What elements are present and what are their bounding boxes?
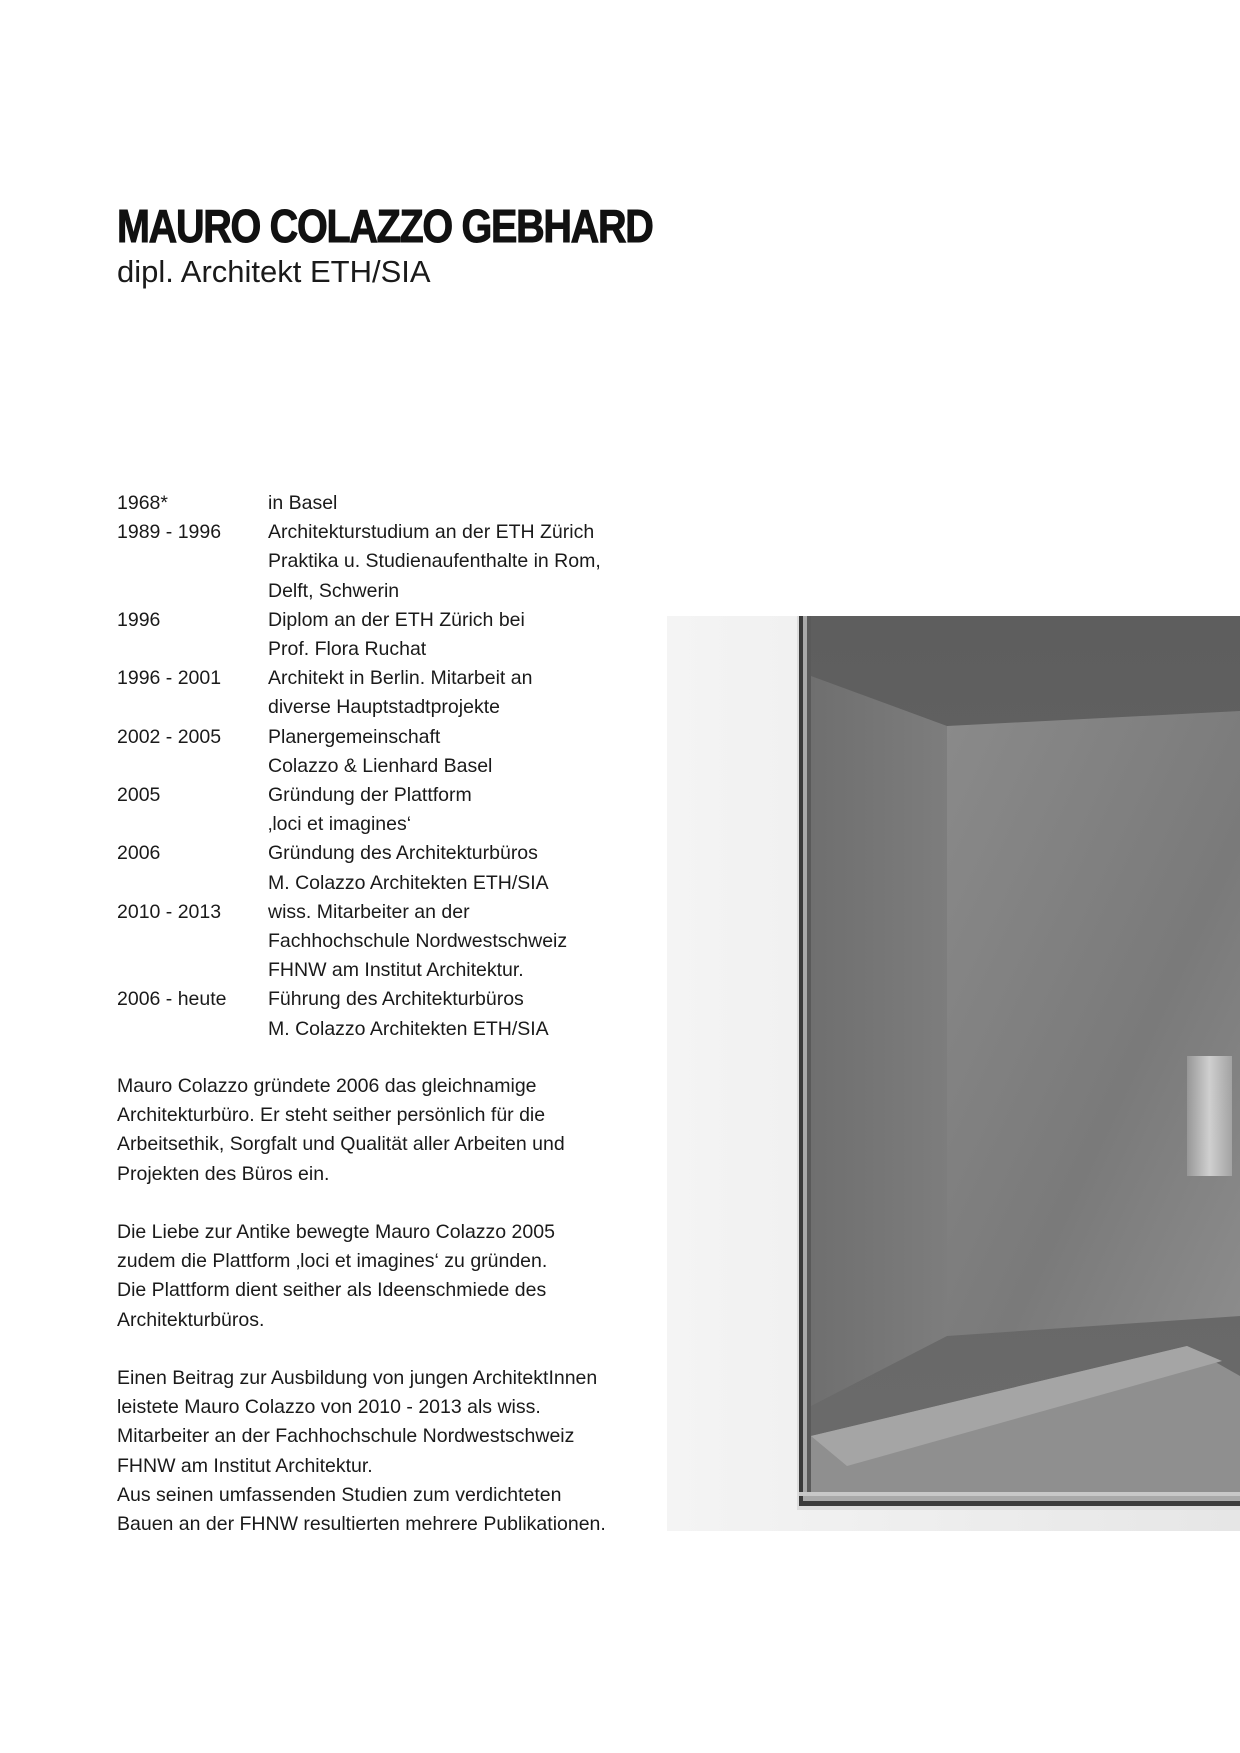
cv-year: 2005 — [117, 784, 161, 807]
bio-line: FHNW am Institut Architektur. — [117, 1454, 373, 1477]
cv-description — [268, 723, 637, 781]
cv-description-line: Praktika u. Studienaufenthalte in Rom, — [268, 550, 601, 573]
cv-description — [268, 518, 637, 606]
cv-year: 1989 - 1996 — [117, 521, 222, 544]
bio-line: Projekten des Büros ein. — [117, 1162, 330, 1185]
cv-description-line: wiss. Mitarbeiter an der — [268, 900, 470, 923]
bio-line: Die Plattform dient seither als Ideenschmiede des — [117, 1279, 547, 1302]
bio-line: Architekturbüro. Er steht seither persönlich für die — [117, 1104, 546, 1127]
cv-description-line: ‚loci et imagines‘ — [268, 813, 412, 836]
page-header — [117, 200, 817, 290]
cv-row — [117, 489, 637, 518]
bio-line: Mauro Colazzo gründete 2006 das gleichnamige — [117, 1075, 537, 1097]
cv-description-line: Architekturstudium an der ETH Zürich — [268, 521, 595, 544]
cv-row — [117, 781, 637, 839]
bio-line: Einen Beitrag zur Ausbildung von jungen ArchitektInnen — [117, 1367, 598, 1389]
bio-line: Bauen an der FHNW resultierten mehrere Publikationen. — [117, 1513, 606, 1536]
bio-paragraph — [117, 1364, 637, 1539]
cv-description — [268, 898, 637, 986]
bio-line: zudem die Plattform ‚loci et imagines‘ zu gründen. — [117, 1250, 548, 1273]
page-subtitle: dipl. Architekt ETH/SIA — [117, 254, 431, 289]
cv-row — [117, 606, 637, 664]
cv-description-line: diverse Hauptstadtprojekte — [268, 696, 500, 719]
cv-year: 2002 - 2005 — [117, 725, 222, 748]
cv-row — [117, 898, 637, 986]
bio-line: Architekturbüros. — [117, 1308, 265, 1331]
bio-line: leistete Mauro Colazzo von 2010 - 2013 als wiss. — [117, 1396, 541, 1419]
cv-description — [268, 489, 637, 518]
cv-list — [117, 489, 637, 1044]
cv-year: 2006 — [117, 842, 161, 865]
cv-description-line: Delft, Schwerin — [268, 579, 400, 602]
cv-description-line: Planergemeinschaft — [268, 725, 441, 748]
bio-paragraph — [117, 1072, 637, 1189]
cv-description-line: M. Colazzo Architekten ETH/SIA — [268, 871, 549, 894]
cv-description-line: Prof. Flora Ruchat — [268, 638, 427, 661]
cv-description — [268, 781, 637, 839]
cv-description — [268, 664, 637, 722]
cv-description-line: Architekt in Berlin. Mitarbeit an — [268, 667, 533, 690]
bio-paragraph — [117, 1218, 637, 1335]
bio-line: Aus seinen umfassenden Studien zum verdichteten — [117, 1483, 562, 1506]
cv-row — [117, 985, 637, 1043]
cv-description-line: Diplom an der ETH Zürich bei — [268, 608, 525, 631]
architecture-photo — [667, 616, 1240, 1531]
cv-year: 1996 - 2001 — [117, 667, 222, 690]
cv-description-line: M. Colazzo Architekten ETH/SIA — [268, 1017, 549, 1040]
bio-text — [117, 1072, 637, 1568]
cv-description — [268, 985, 637, 1043]
cv-row — [117, 664, 637, 722]
bio-line: Mitarbeiter an der Fachhochschule Nordwestschweiz — [117, 1425, 575, 1448]
page-title: MAURO COLAZZO GEBHARD — [117, 200, 653, 252]
cv-description-line: Gründung der Plattform — [268, 784, 472, 807]
bio-line: Arbeitsethik, Sorgfalt und Qualität aller Arbeiten und — [117, 1133, 565, 1156]
cv-row — [117, 518, 637, 606]
bio-line: Die Liebe zur Antike bewegte Mauro Colazzo 2005 — [117, 1221, 555, 1243]
cv-row — [117, 723, 637, 781]
cv-description-line: Gründung des Architekturbüros — [268, 842, 538, 865]
cv-description-line: Colazzo & Lienhard Basel — [268, 754, 493, 777]
cv-row — [117, 839, 637, 897]
cv-year: 2006 - heute — [117, 988, 227, 1011]
photo-window-interior — [667, 616, 1240, 1531]
cv-description-line: Fachhochschule Nordwestschweiz — [268, 930, 568, 953]
cv-description-line: FHNW am Institut Architektur. — [268, 959, 524, 982]
cv-description — [268, 839, 637, 897]
cv-year: 1968* — [117, 492, 168, 514]
cv-description-line: in Basel — [268, 492, 338, 514]
cv-description-line: Führung des Architekturbüros — [268, 988, 524, 1011]
cv-description — [268, 606, 637, 664]
cv-year: 1996 — [117, 608, 161, 631]
cv-year: 2010 - 2013 — [117, 900, 222, 923]
